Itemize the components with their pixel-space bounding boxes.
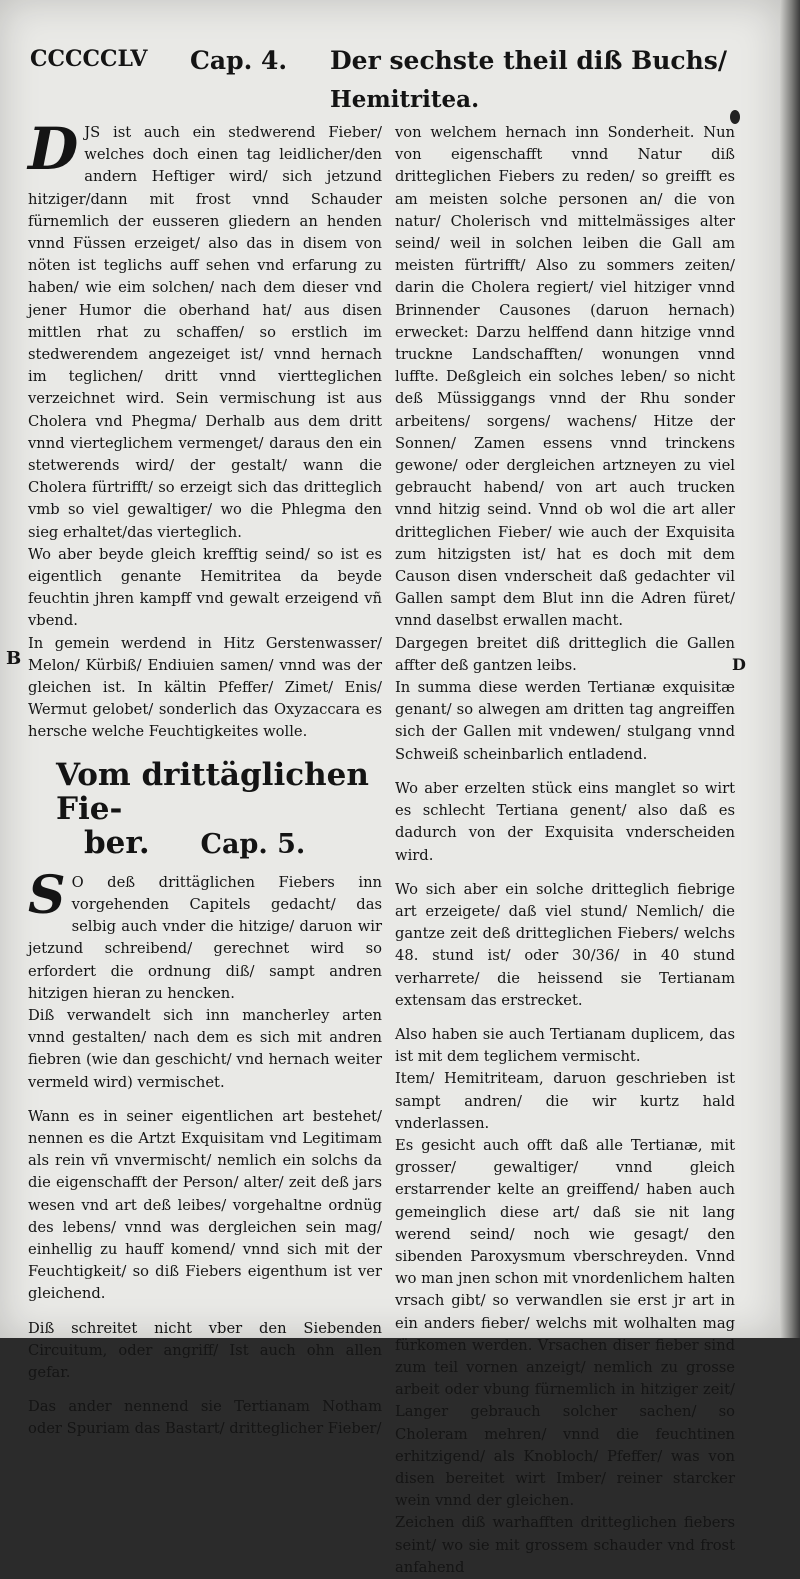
chapter-heading [56, 758, 382, 862]
section-title: Hemitritea. [330, 86, 480, 113]
paragraph-text: O deß drittäglichen Fiebers inn vorgehenden Capitels gedacht/ das selbig auch vnder die hitzige/ daruon wir jetzund schreibend/ gerechnet wird so erfordert die ordnung diß/ sampt andren hitzigen hieran zu hencken. [28, 873, 382, 1002]
heading-chapter-number: Cap. 5. [200, 828, 306, 860]
right-column [395, 122, 735, 1579]
paragraph: Also haben sie auch Tertianam duplicem, das ist mit dem teglichem vermischt. [395, 1025, 735, 1066]
heading-word: ber. [84, 824, 150, 861]
heading-line-2 [84, 826, 382, 862]
paragraph: Diß schreitet nicht vber den Siebenden Circuitum, oder angriff/ Ist auch ohn allen gefar. [28, 1319, 382, 1381]
spacer [28, 1094, 382, 1106]
paragraph: von welchem hernach inn Sonderheit. Nun von eigenschafft vnnd Natur diß dritteglichen Fiebers zu reden/ so greifft es am meisten solche personen an/ die von natur/ Cholerisch vnd mittelmässiges alter seind/ weil in solchen leiben die Gall am meisten fürtrifft/ Also zu sommers zeiten/ darin die Cholera regiert/ viel hitziger vnnd Brinnender Causones (daruon hernach) erwecket: Darzu helffend dann hitzige vnnd truckne Landschafften/ wonungen vnnd luffte. Deßgleich ein solches leben/ so nicht deß Müssiggangs vnnd der Rhu sonder arbeitens/ sorgens/ wachens/ Hitze der Sonnen/ Zamen essens vnnd trinckens gewone/ oder dergleichen artzneyen zu viel gebraucht habend/ von art auch trucken vnnd hitzig seind. Vnnd ob wol die art aller dritteglichen Fieber/ wie auch der Exquisita zum hitzigsten ist/ hat es doch mit dem Causon disen vnderscheit daß gedachter vil Gallen sampt dem Blut inn die Adren füret/ vnnd daselbst erwallen macht. [395, 124, 735, 630]
folio-number: CCCCCLV [30, 46, 148, 72]
margin-mark-left: B [6, 648, 22, 669]
paragraph: Dargegen breitet diß dritteglich die Gallen affter deß gantzen leibs. [395, 634, 735, 674]
spacer [28, 1384, 382, 1396]
spacer [395, 766, 735, 778]
running-title: Der sechste theil diß Buchs/ [330, 46, 727, 75]
paragraph: Das ander nennend sie Tertianam Notham oder Spuriam das Bastart/ dritteglicher Fieber/ [28, 1398, 382, 1438]
paragraph [28, 115, 382, 544]
paragraph: Wo aber beyde gleich krefftig seind/ so ist es eigentlich genante Hemitritea da beyde feuchtin jhren kampff vnd gewalt erzeigend vñ vbend. [28, 545, 382, 630]
heading-line-1: Vom drittäglichen Fie- [56, 756, 369, 827]
paragraph: Item/ Hemitriteam, daruon geschrieben ist sampt andren/ die wir kurtz hald vnderlassen. [395, 1070, 735, 1132]
paragraph: Wo sich aber ein solche dritteglich fiebrige art erzeigete/ daß viel stund/ Nemlich/ die gantze zeit deß dritteglichen Fiebers/ welchs 48. stund ist/ oder 30/36/ in 40 stund verharrete/ die heissend sie Tertianam extensam das erstrecket. [395, 880, 735, 1009]
spacer [395, 867, 735, 879]
paragraph [28, 864, 382, 1005]
paragraph: Es gesicht auch offt daß alle Tertianæ, mit grosser/ gewaltiger/ vnnd gleich erstarrender kelte an greiffend/ haben auch gemeinglich diese art/ daß sie nit lang werend seind/ noch wie gesagt/ den sibenden Paroxysmum vberschreyden. Vnnd wo man jnen schon mit vnordenlichem halten vrsach gibt/ so verwandlen sie erst jr art in ein anders fieber/ welchs mit wolhalten mag fürkomen werden. Vrsachen diser fieber sind zum teil vornen anzeigt/ nemlich zu grosse arbeit oder vbung fürnemlich in hitziger zeit/ Langer gebrauch solcher sachen/ so Choleram mehren/ vnnd die feuchtinen erhitzigend/ als Knobloch/ Pfeffer/ was von disen bereitet wirt Imber/ reiner starcker wein vnnd der gleichen. [395, 1136, 735, 1510]
page-edge [780, 0, 800, 1338]
page-header [30, 46, 770, 82]
paragraph: Wo aber erzelten stück eins manglet so wirt es schlecht Tertiana genent/ also daß es dadurch von der Exquisita vnderscheiden wird. [395, 779, 735, 864]
chapter-label: Cap. 4. [190, 46, 288, 75]
drop-cap: D [28, 115, 79, 183]
paragraph: Diß verwandelt sich inn mancherley arten vnnd gestalten/ nach dem es sich mit andren fiebren (wie dan geschicht/ vnd hernach weiter vermeld wird) vermischet. [28, 1006, 382, 1091]
spacer [395, 1012, 735, 1024]
paragraph: In summa diese werden Tertianæ exquisitæ genant/ so alwegen am dritten tag angreiffen sich der Gallen mit vndewen/ stulgang vnnd Schweiß scheinbarlich entladend. [395, 679, 735, 763]
paragraph-text: JS ist auch ein stedwerend Fieber/ welches doch einen tag leidlicher/den andern Heftiger wird/ sich jetzund hitziger/dann mit frost vnnd Schauder fürnemlich der eusseren gliedern an henden vnnd Füssen erzeiget/ also das in disem von nöten ist teglichs auff sehen vnd erfarung zu haben/ wie eim solchen/ nach dem dieser vnd jener Humor die oberhand hat/ aus disen mittlen rhat zu schaffen/ so erstlich im stedwerendem angezeiget ist/ vnnd hernach im teglichen/ dritt vnnd viertteglichen verzeichnet wird. Sein vermischung ist aus Cholera vnd Phegma/ Derhalb aus dem dritt vnnd vierteglichem vermenget/ daraus den ein stetwerends wird/ der gestalt/ wann die Cholera fürtrifft/ so erzeigt sich das dritteglich vmb so viel gewaltiger/ wo die Phlegma den sieg erhaltet/das vierteglich. [28, 124, 382, 541]
spacer [28, 1306, 382, 1318]
paragraph: Zeichen diß warhafften dritteglichen fiebers seint/ wo sie mit grossem schauder vnd frost anfahend [395, 1514, 735, 1576]
paragraph: In gemein werdend in Hitz Gerstenwasser/ Melon/ Kürbiß/ Endiuien samen/ vnnd was der gleichen ist. In kältin Pfeffer/ Zimet/ Enis/ Wermut gelobet/ sonderlich das Oxyzaccara es hersche welche Feuchtigkeites wolle. [28, 634, 382, 741]
drop-cap: S [28, 864, 66, 926]
margin-mark-right: D [732, 655, 746, 674]
left-column [28, 115, 382, 1441]
paragraph: Wann es in seiner eigentlichen art bestehet/ nennen es die Artzt Exquisitam vnd Legitimam als rein vñ vnvermischt/ nemlich ein solchs da die eigenschafft der Person/ alter/ zeit deß jars wesen vnd art deß leibes/ vorgehaltne ordnüg des lebens/ vnnd was dergleichen sein mag/ einhellig zu hauff komend/ vnnd sich mit der Feuchtigkeit/ so diß Fiebers eigenthum ist ver gleichend. [28, 1107, 382, 1303]
